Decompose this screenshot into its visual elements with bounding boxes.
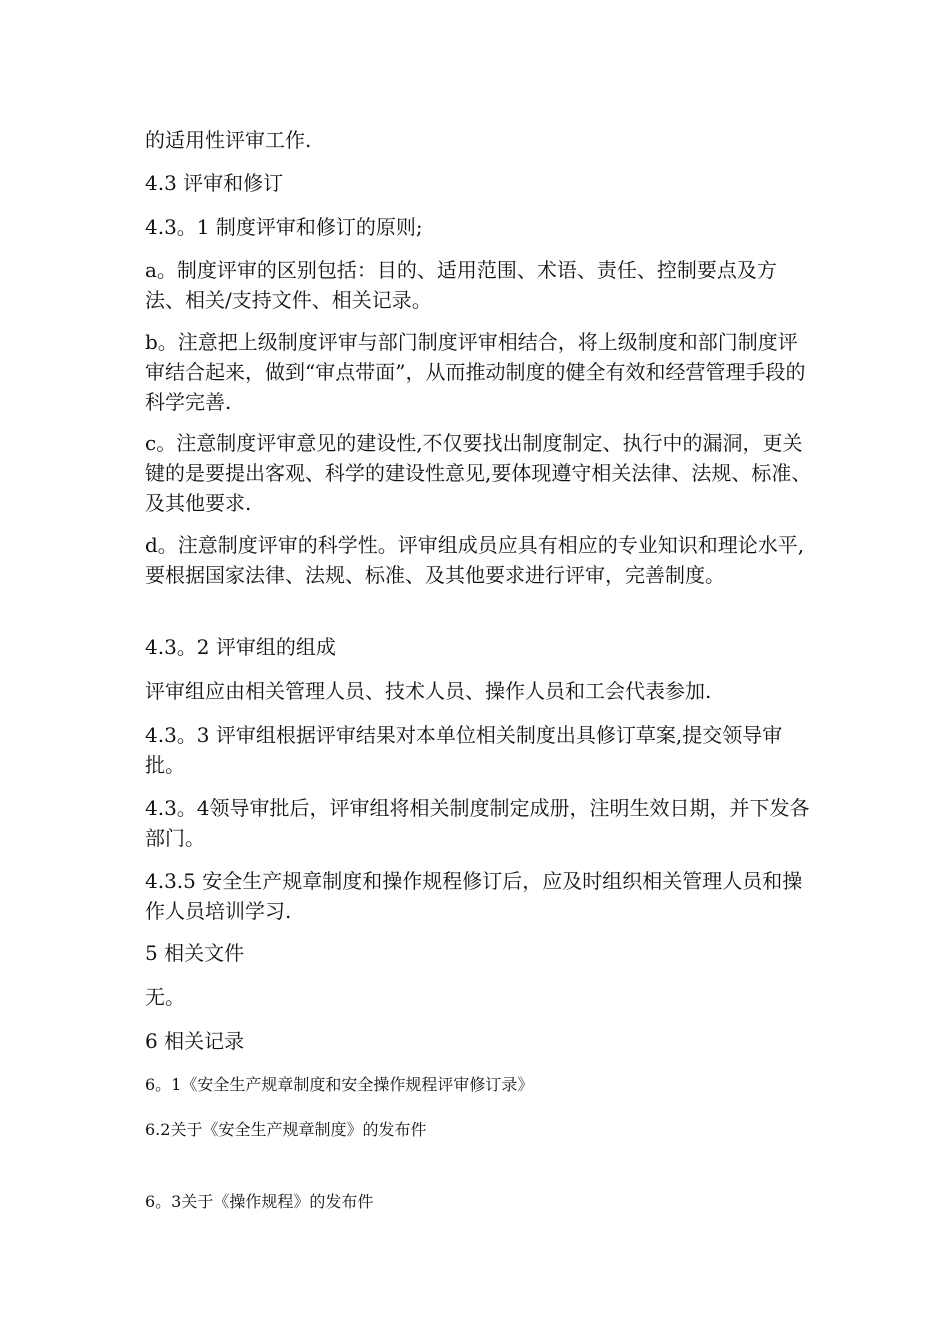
record-item-6-1: 6。1《安全生产规章制度和安全操作规程评审修订录》 [145,1075,534,1094]
heading-4-3-1: 4.3。1 制度评审和修订的原则; [145,215,423,239]
record-item-6-2: 6.2关于《安全生产规章制度》的发布件 [145,1120,427,1139]
record-item-6-3: 6。3关于《操作规程》的发布件 [145,1192,374,1211]
heading-4-3: 4.3 评审和修订 [145,171,284,195]
paragraph-item-d: d。注意制度评审的科学性。评审组成员应具有相应的专业知识和理论水平,要根据国家法律、法规、标准、及其他要求进行评审，完善制度。 [145,533,805,587]
heading-section-6: 6 相关记录 [145,1029,245,1053]
paragraph-4-3-4: 4.3。4领导审批后，评审组将相关制度制定成册，注明生效日期，并下发各部门。 [145,796,810,850]
paragraph-item-b: b。注意把上级制度评审与部门制度评审相结合，将上级制度和部门制度评审结合起来，做到“审点带面”，从而推动制度的健全有效和经营管理手段的科学完善. [145,330,806,414]
paragraph-review-team: 评审组应由相关管理人员、技术人员、操作人员和工会代表参加. [145,679,712,703]
paragraph-item-c: c。注意制度评审意见的建设性,不仅要找出制度制定、执行中的漏洞，更关键的是要提出客观、科学的建设性意见,要体现遵守相关法律、法规、标准、及其他要求. [145,431,812,515]
paragraph-none: 无。 [145,985,185,1009]
heading-4-3-2: 4.3。2 评审组的组成 [145,635,336,659]
paragraph-4-3-3: 4.3。3 评审组根据评审结果对本单位相关制度出具修订草案,提交领导审批。 [145,723,783,777]
paragraph-item-a: a。制度评审的区别包括：目的、适用范围、术语、责任、控制要点及方法、相关/支持文件、相关记录。 [145,258,777,312]
paragraph-4-3-5: 4.3.5 安全生产规章制度和操作规程修订后，应及时组织相关管理人员和操作人员培训学习. [145,869,803,923]
paragraph-continuation: 的适用性评审工作. [145,128,312,152]
heading-section-5: 5 相关文件 [145,941,245,965]
